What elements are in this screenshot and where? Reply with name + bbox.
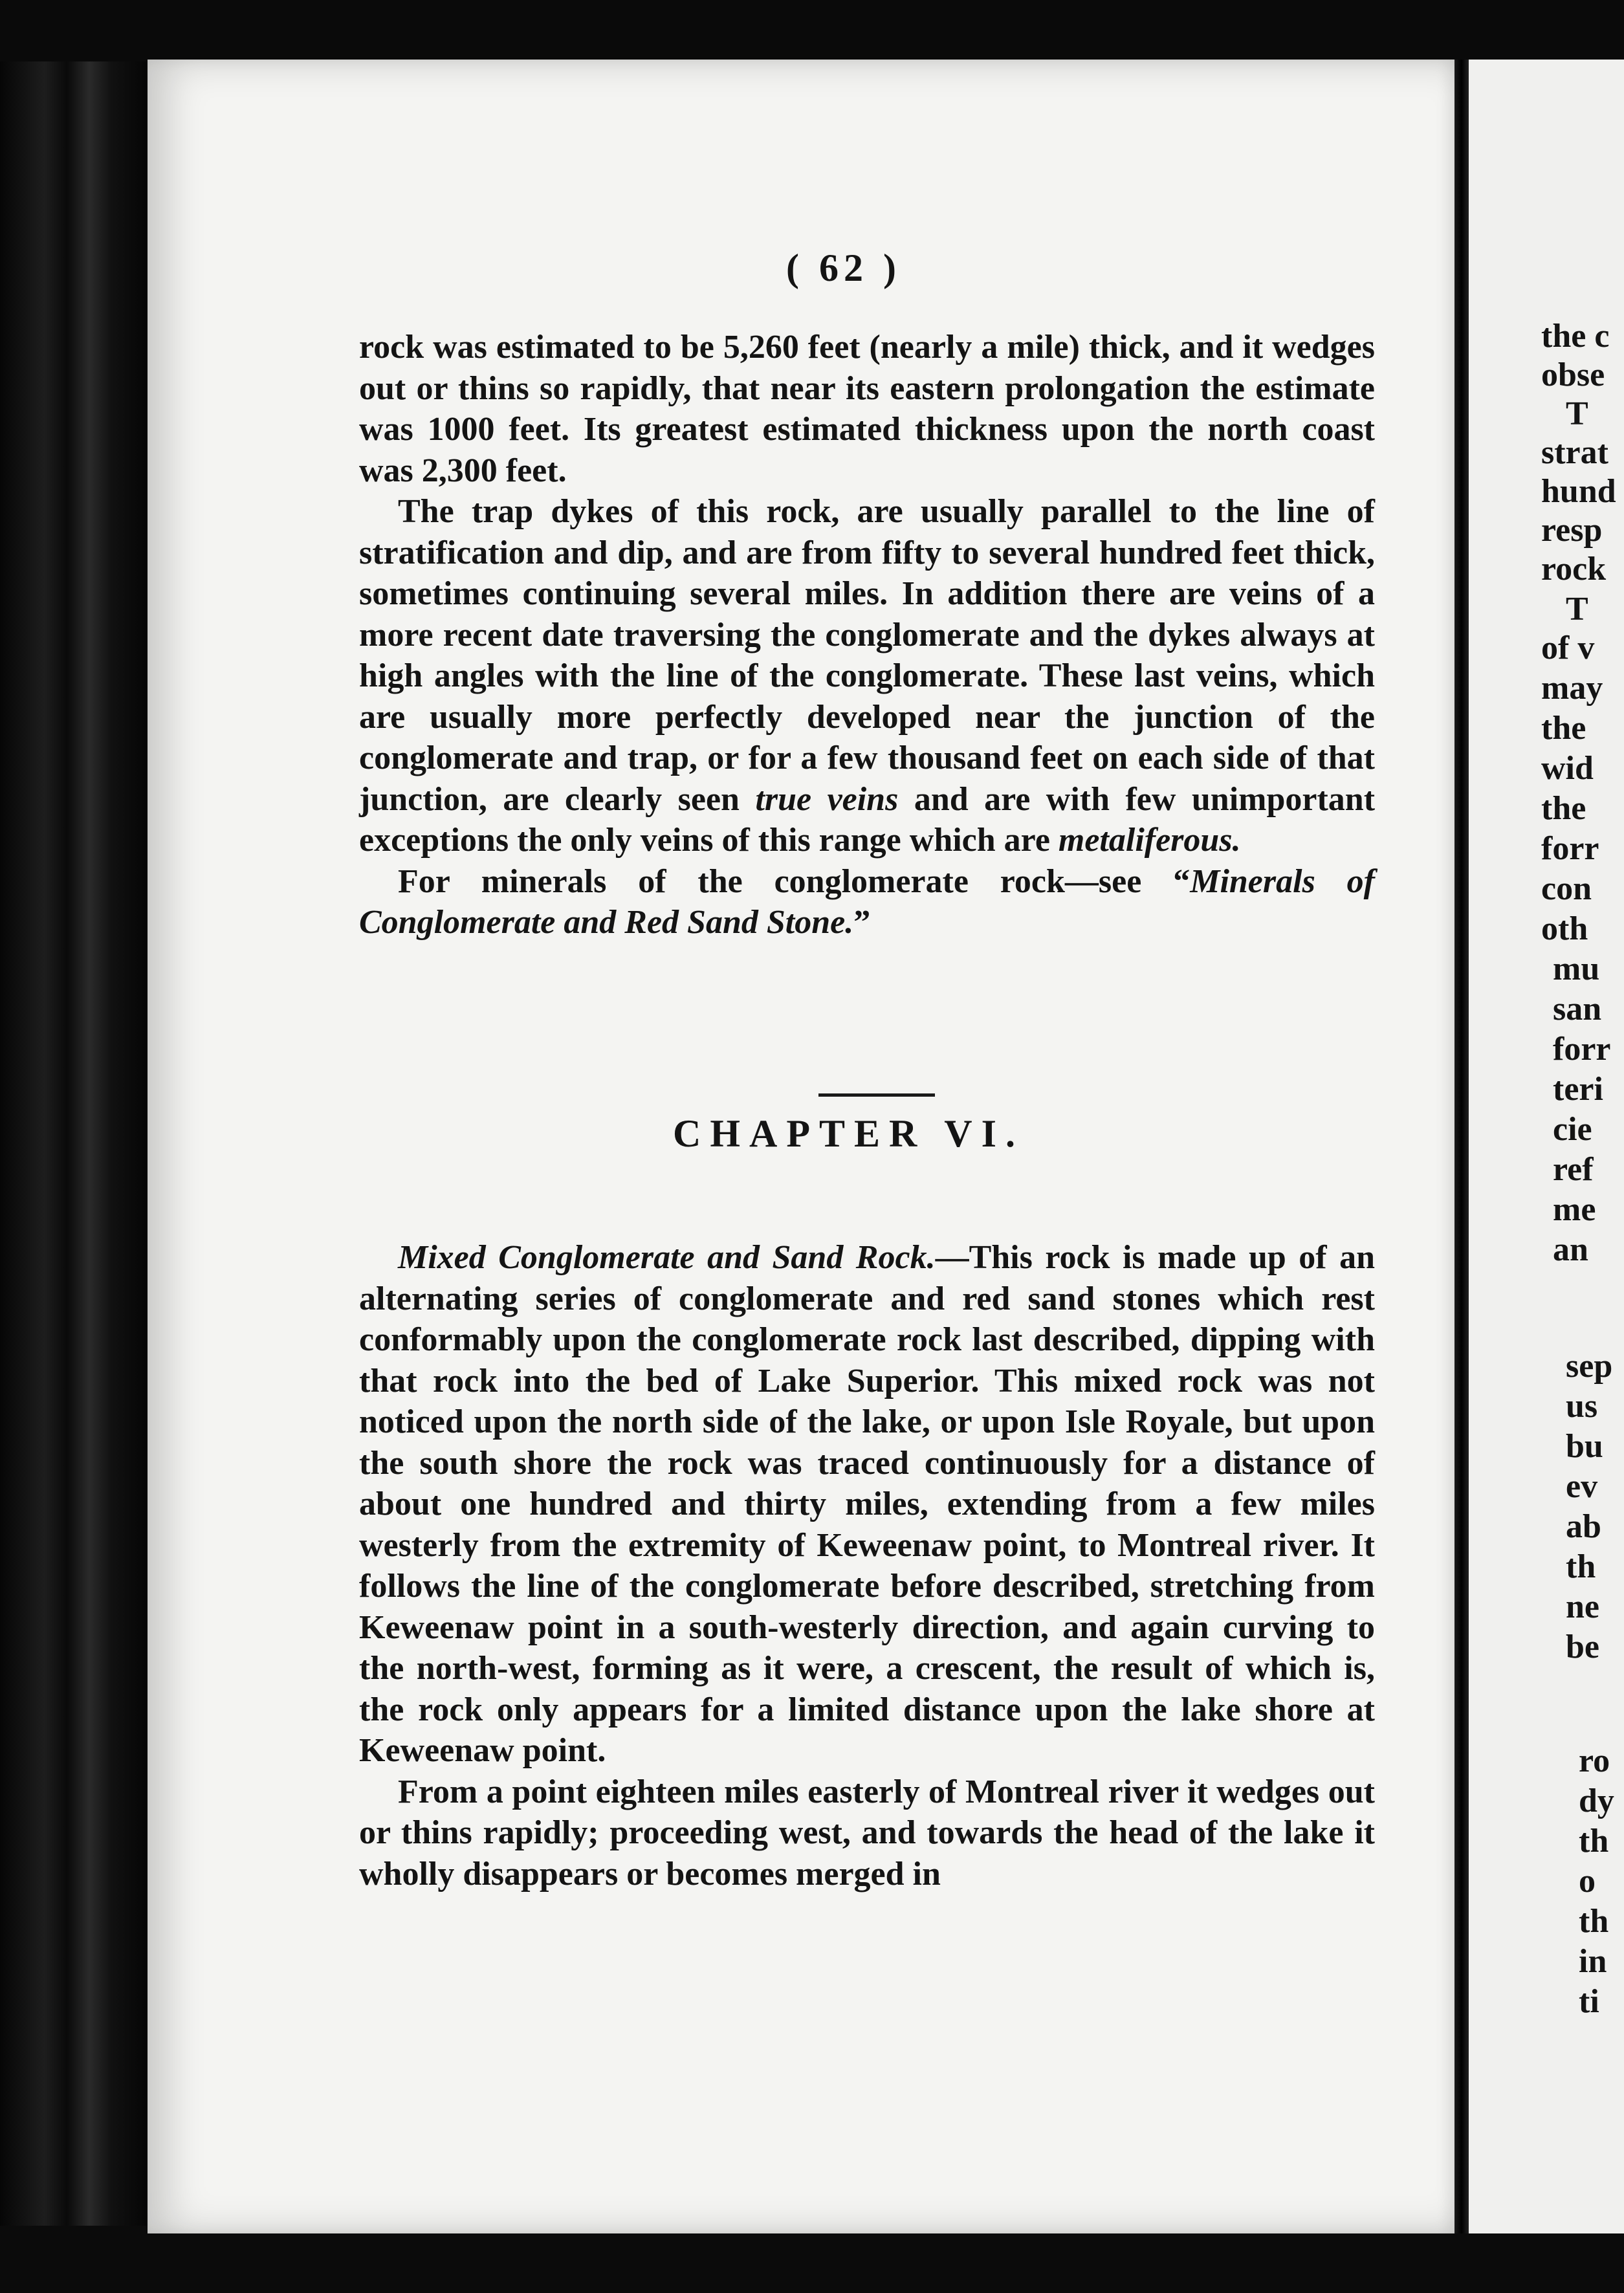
facing-fragment: T bbox=[1566, 395, 1588, 432]
paragraph bbox=[359, 491, 1375, 861]
facing-fragment: hund bbox=[1541, 473, 1616, 510]
facing-page-fragment bbox=[1469, 60, 1624, 2233]
text-run: and are with few unimportant exceptions the only veins of this range which are bbox=[359, 780, 1376, 859]
facing-fragment: ti bbox=[1579, 1983, 1599, 2020]
page-gutter bbox=[1454, 60, 1469, 2233]
facing-fragment: ref bbox=[1553, 1151, 1594, 1188]
facing-fragment: mu bbox=[1553, 950, 1600, 987]
facing-fragment: rock bbox=[1541, 551, 1607, 587]
facing-fragment: cie bbox=[1553, 1111, 1592, 1148]
facing-fragment: be bbox=[1566, 1629, 1599, 1665]
facing-fragment: ev bbox=[1566, 1468, 1598, 1505]
facing-fragment: the bbox=[1541, 790, 1586, 827]
italic-text: true veins bbox=[755, 780, 899, 818]
facing-fragment: strat bbox=[1541, 434, 1608, 471]
facing-fragment: an bbox=[1553, 1231, 1588, 1268]
chapter-heading: CHAPTER VI. bbox=[673, 1112, 1024, 1155]
facing-fragment: in bbox=[1579, 1943, 1607, 1980]
book-binding bbox=[0, 0, 149, 2293]
facing-fragment: th bbox=[1579, 1823, 1609, 1860]
facing-fragment: forr bbox=[1541, 830, 1599, 867]
facing-fragment: bu bbox=[1566, 1428, 1603, 1465]
facing-fragment: ne bbox=[1566, 1588, 1599, 1625]
text-run: For minerals of the conglomerate rock—see “ bbox=[398, 862, 1191, 900]
facing-fragment: th bbox=[1566, 1548, 1596, 1585]
section-rule bbox=[818, 1093, 935, 1097]
bottom-text-block bbox=[359, 1237, 1375, 1894]
italic-text: metaliferous. bbox=[1058, 822, 1241, 859]
facing-fragment: us bbox=[1566, 1388, 1598, 1425]
facing-fragment: T bbox=[1566, 591, 1588, 628]
facing-fragment: the c bbox=[1541, 318, 1610, 355]
paragraph bbox=[359, 861, 1375, 943]
facing-fragment: of v bbox=[1541, 630, 1595, 666]
facing-fragment: wid bbox=[1541, 750, 1594, 787]
italic-text: Mixed Conglomerate and Sand Rock. bbox=[398, 1239, 936, 1276]
facing-fragment: dy bbox=[1579, 1783, 1614, 1819]
text-run: ” bbox=[853, 904, 871, 941]
facing-fragment: san bbox=[1553, 991, 1602, 1027]
top-scan-edge bbox=[0, 0, 1624, 61]
paragraph bbox=[359, 1237, 1375, 1772]
facing-fragment: oth bbox=[1541, 910, 1588, 947]
text-run: The trap dykes of this rock, are usually parallel to the line of stratification and dip, and are from fifty to several hundred feet thick, sometimes continuing several miles. In addition there are veins of a more recent date traversing the conglomerate and the dykes always at high angles with the line of the conglomerate. These last veins, which are usually more perfectly developed near the junction of the conglomerate and trap, or for a few thousand feet on each side of that junction, are clearly seen bbox=[359, 493, 1375, 818]
facing-fragment: o bbox=[1579, 1863, 1596, 1900]
facing-fragment: me bbox=[1553, 1191, 1596, 1228]
facing-fragment: forr bbox=[1553, 1031, 1611, 1068]
facing-fragment: may bbox=[1541, 670, 1603, 707]
text-run: —This rock is made up of an alternating series of conglomerate and red sand stones which rest conformably upon the conglomerate rock last described, dipping with that rock into the bed of Lake Superior. This mixed rock was not noticed upon the north side of the lake, or upon Isle Royale, but upon the south shore the rock was traced continuously for a distance of about one hundred and thirty miles, extending from a few miles westerly from the extremity of Keweenaw point, to Montreal river. It follows the line of the conglomerate before described, stretching from Keweenaw point in a south-westerly direction, and again curving to the north-west, forming as it were, a crescent, the result of which is, the rock only appears for a limited distance upon the lake shore at Keweenaw point. bbox=[359, 1239, 1375, 1769]
facing-fragment: con bbox=[1541, 870, 1592, 907]
paragraph: From a point eighteen miles easterly of Montreal river it wedges out or thins rapidly; proceeding west, and towards the head of the lake it wholly disappears or becomes merged in bbox=[359, 1773, 1375, 1893]
facing-fragment: obse bbox=[1541, 357, 1605, 393]
paragraph: rock was estimated to be 5,260 feet (nearly a mile) thick, and it wedges out or thins so rapidly, that near its eastern prolongation the estimate was 1000 feet. Its greatest estimated thickness upon the north coast was 2,300 feet. bbox=[359, 329, 1375, 489]
facing-fragment: sep bbox=[1566, 1348, 1613, 1385]
facing-fragment: ab bbox=[1566, 1508, 1601, 1545]
italic-text: Minerals of Conglomerate and Red Sand Stone. bbox=[359, 862, 1376, 941]
facing-fragment: teri bbox=[1553, 1071, 1603, 1108]
page-number: ( 62 ) bbox=[786, 247, 901, 289]
facing-fragment: the bbox=[1541, 710, 1586, 747]
facing-fragment: th bbox=[1579, 1903, 1609, 1940]
top-text-block bbox=[359, 327, 1375, 943]
bottom-scan-edge bbox=[0, 2226, 1624, 2293]
facing-fragment: resp bbox=[1541, 512, 1603, 549]
facing-fragment: ro bbox=[1579, 1742, 1610, 1779]
